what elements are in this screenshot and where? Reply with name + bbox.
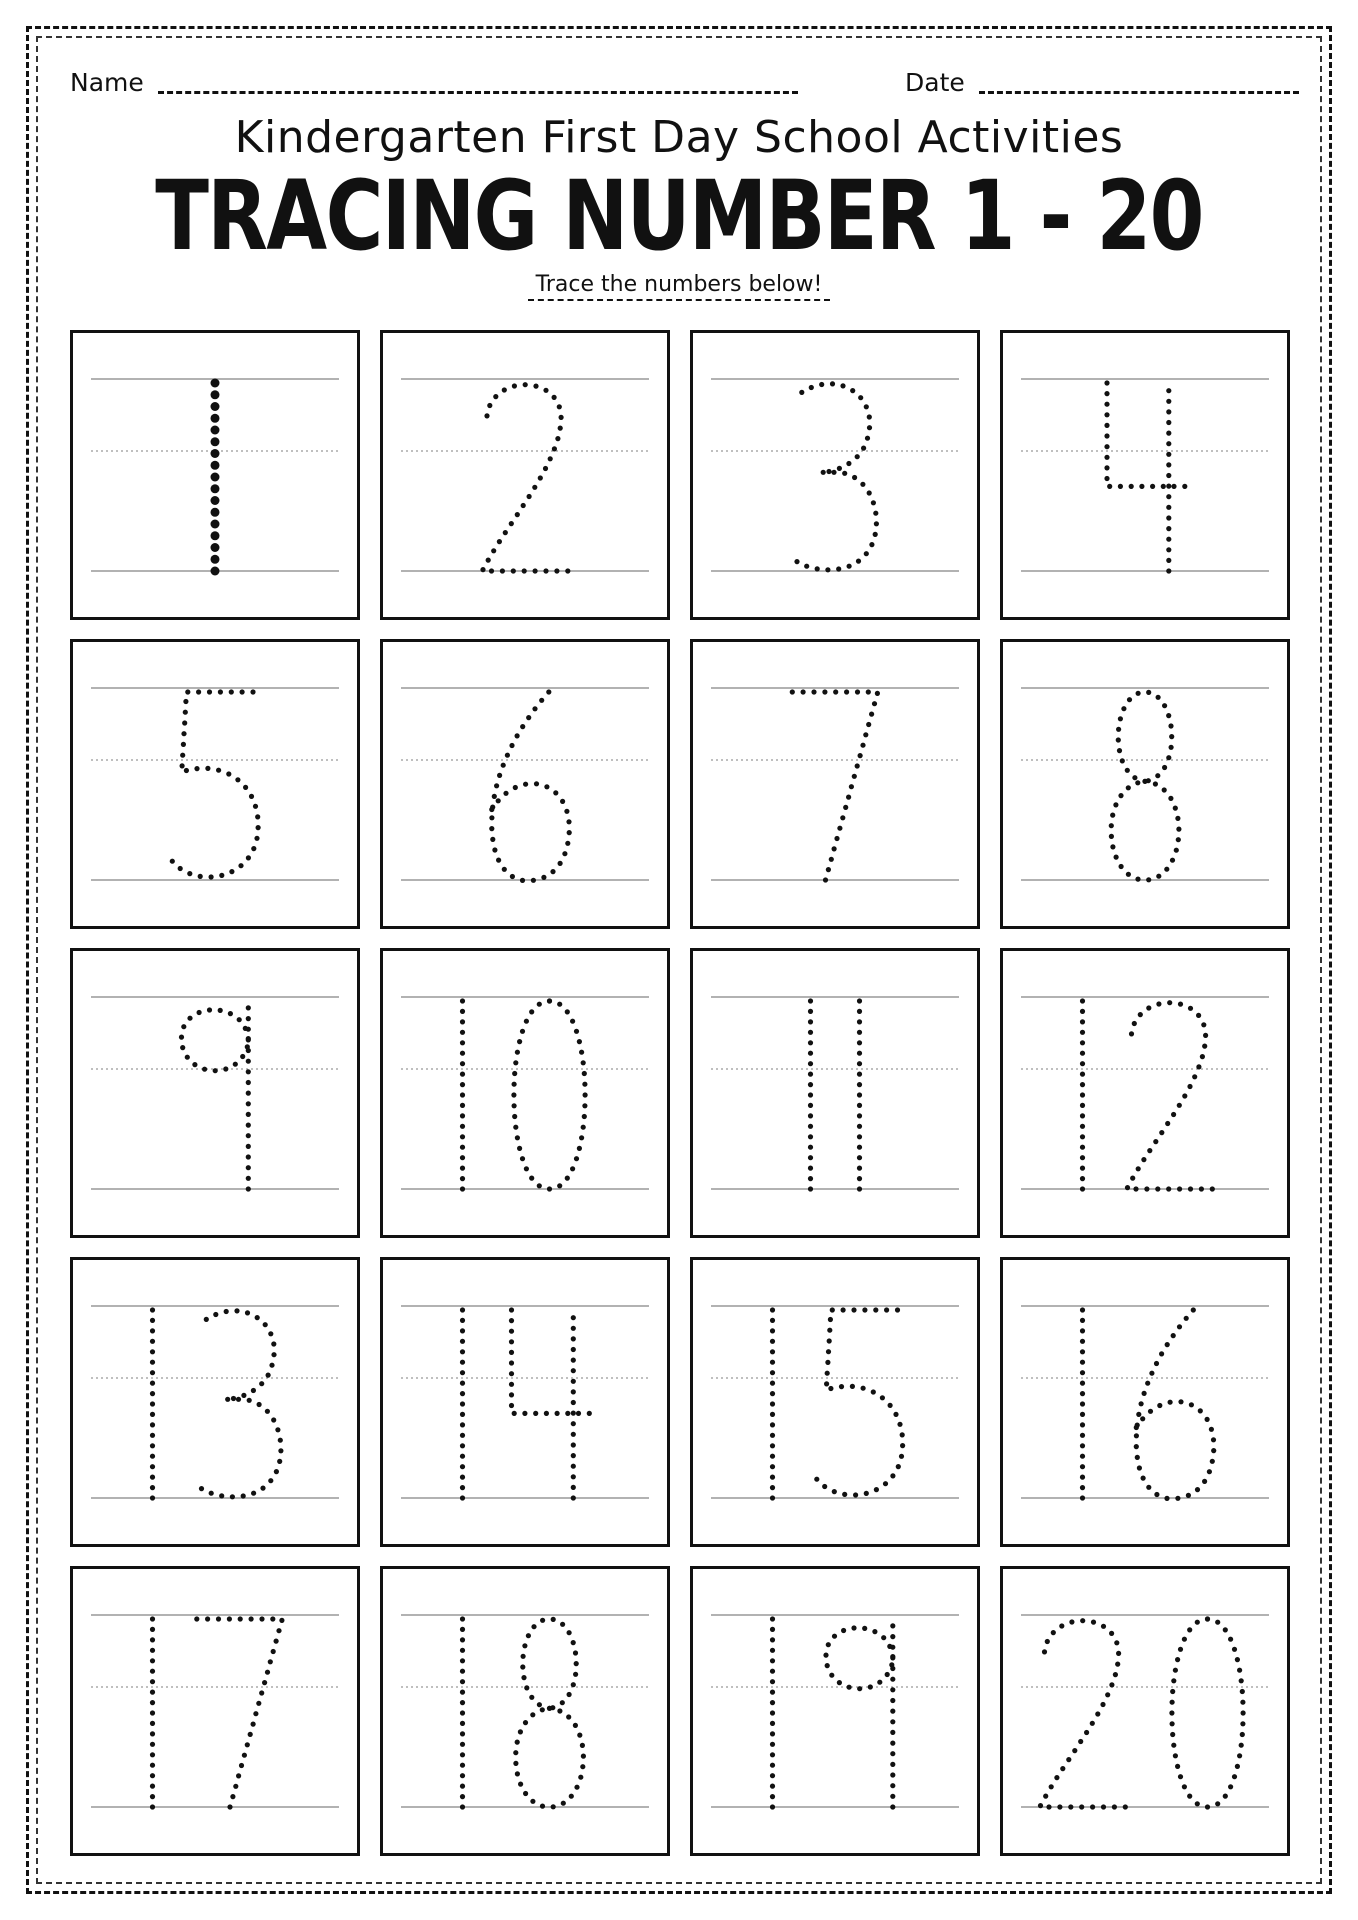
date-label: Date	[905, 68, 965, 97]
tracing-number-16	[1003, 1260, 1287, 1544]
tracing-cell-8[interactable]	[1000, 639, 1290, 929]
tracing-number-12	[1003, 951, 1287, 1235]
tracing-number-20	[1003, 1569, 1287, 1853]
tracing-cell-6[interactable]	[380, 639, 670, 929]
tracing-number-18	[383, 1569, 667, 1853]
tracing-number-1	[73, 333, 357, 617]
tracing-number-10	[383, 951, 667, 1235]
tracing-cell-3[interactable]	[690, 330, 980, 620]
tracing-cell-15[interactable]	[690, 1257, 980, 1547]
tracing-cell-5[interactable]	[70, 639, 360, 929]
tracing-number-14	[383, 1260, 667, 1544]
tracing-cell-16[interactable]	[1000, 1257, 1290, 1547]
tracing-number-15	[693, 1260, 977, 1544]
tracing-number-2	[383, 333, 667, 617]
tracing-number-13	[73, 1260, 357, 1544]
tracing-cell-17[interactable]	[70, 1566, 360, 1856]
name-line[interactable]	[158, 91, 798, 94]
instruction	[0, 272, 1358, 297]
tracing-cell-11[interactable]	[690, 948, 980, 1238]
tracing-cell-7[interactable]	[690, 639, 980, 929]
tracing-cell-18[interactable]	[380, 1566, 670, 1856]
tracing-number-8	[1003, 642, 1287, 926]
tracing-number-7	[693, 642, 977, 926]
name-field[interactable]	[70, 68, 798, 97]
tracing-cell-10[interactable]	[380, 948, 670, 1238]
tracing-number-17	[73, 1569, 357, 1853]
tracing-number-11	[693, 951, 977, 1235]
date-line[interactable]	[979, 91, 1299, 94]
instruction-text: Trace the numbers below!	[528, 272, 831, 301]
date-field[interactable]	[905, 68, 1299, 97]
tracing-cell-1[interactable]	[70, 330, 360, 620]
tracing-number-6	[383, 642, 667, 926]
tracing-cell-12[interactable]	[1000, 948, 1290, 1238]
tracing-cell-13[interactable]	[70, 1257, 360, 1547]
tracing-number-3	[693, 333, 977, 617]
tracing-number-4	[1003, 333, 1287, 617]
tracing-number-9	[73, 951, 357, 1235]
tracing-cell-2[interactable]	[380, 330, 670, 620]
tracing-cell-20[interactable]	[1000, 1566, 1290, 1856]
tracing-cell-14[interactable]	[380, 1257, 670, 1547]
tracing-grid	[70, 330, 1290, 1850]
name-label: Name	[70, 68, 144, 97]
tracing-cell-19[interactable]	[690, 1566, 980, 1856]
worksheet-title: TRACING NUMBER 1 - 20	[155, 160, 1203, 272]
tracing-cell-9[interactable]	[70, 948, 360, 1238]
tracing-number-19	[693, 1569, 977, 1853]
tracing-cell-4[interactable]	[1000, 330, 1290, 620]
worksheet-subtitle: Kindergarten First Day School Activities	[234, 112, 1124, 163]
tracing-number-5	[73, 642, 357, 926]
